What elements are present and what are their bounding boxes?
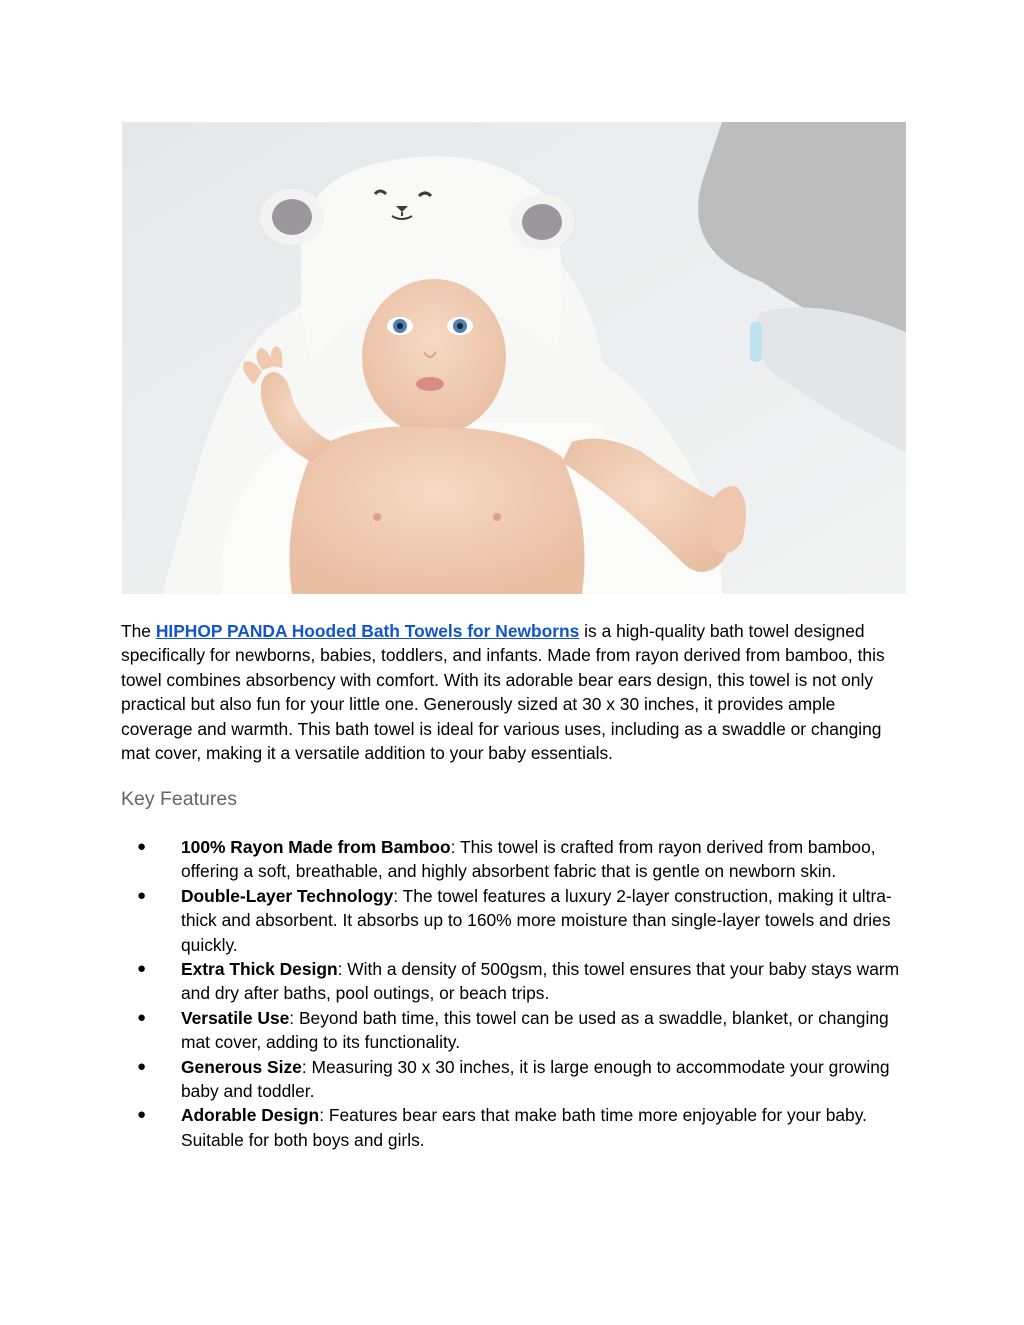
feature-title: 100% Rayon Made from Bamboo — [181, 837, 451, 857]
feature-item — [121, 1103, 911, 1152]
bullet-icon: ● — [137, 1057, 147, 1075]
feature-title: Extra Thick Design — [181, 959, 338, 980]
feature-item — [121, 1006, 911, 1055]
feature-item — [121, 884, 911, 957]
feature-item — [121, 957, 911, 1006]
feature-title: Adorable Design — [181, 1105, 320, 1126]
baby-in-bear-towel-image — [122, 122, 906, 594]
intro-suffix: is a high-quality bath towel designed specifically for newborns, babies, toddlers, and infants. Made from rayon derived from bamboo, this towel combines absorbency with comfort. With its adorable bear ears design, this towel is not only practical but also fun for your little one. Generously sized at 30 x 30 inches, it provides ample coverage and warmth. This bath towel is ideal for various uses, including as a swaddle or changing mat cover, making it a versatile addition to your baby essentials. — [121, 621, 885, 764]
intro-paragraph — [121, 619, 911, 765]
feature-text: : With a density of 500gsm, this towel ensures that your baby stays warm and dry after baths, pool outings, or beach trips. — [181, 959, 900, 1004]
feature-text: : Beyond bath time, this towel can be used as a swaddle, blanket, or changing mat cover, adding to its functionality. — [181, 1007, 889, 1053]
feature-title: Double-Layer Technology — [181, 885, 394, 906]
feature-title: Versatile Use — [181, 1007, 290, 1028]
feature-item — [121, 835, 911, 884]
feature-text: : Features bear ears that make bath time more enjoyable for your baby. Suitable for both boys and girls. — [181, 1105, 867, 1150]
key-features-list — [121, 835, 911, 1152]
feature-item — [121, 1055, 911, 1104]
feature-text: : The towel features a luxury 2-layer construction, making it ultra-thick and absorbent. It absorbs up to 160% more moisture than single-layer towels and dries quickly. — [181, 885, 892, 955]
bullet-icon: ● — [137, 960, 147, 978]
feature-text: : Measuring 30 x 30 inches, it is large enough to accommodate your growing baby and toddler. — [181, 1056, 890, 1102]
product-photo — [122, 122, 906, 594]
feature-text: : This towel is crafted from rayon derived from bamboo, offering a soft, breathable, and highly absorbent fabric that is gentle on newborn skin. — [181, 837, 876, 882]
bullet-icon: ● — [137, 838, 147, 855]
bullet-icon: ● — [137, 1106, 147, 1124]
product-link[interactable]: HIPHOP PANDA Hooded Bath Towels for Newborns — [155, 621, 580, 641]
feature-title: Generous Size — [181, 1056, 302, 1077]
bullet-icon: ● — [137, 886, 147, 904]
bullet-icon: ● — [137, 1008, 147, 1026]
key-features-heading: Key Features — [121, 788, 237, 810]
intro-prefix: The — [121, 621, 156, 641]
